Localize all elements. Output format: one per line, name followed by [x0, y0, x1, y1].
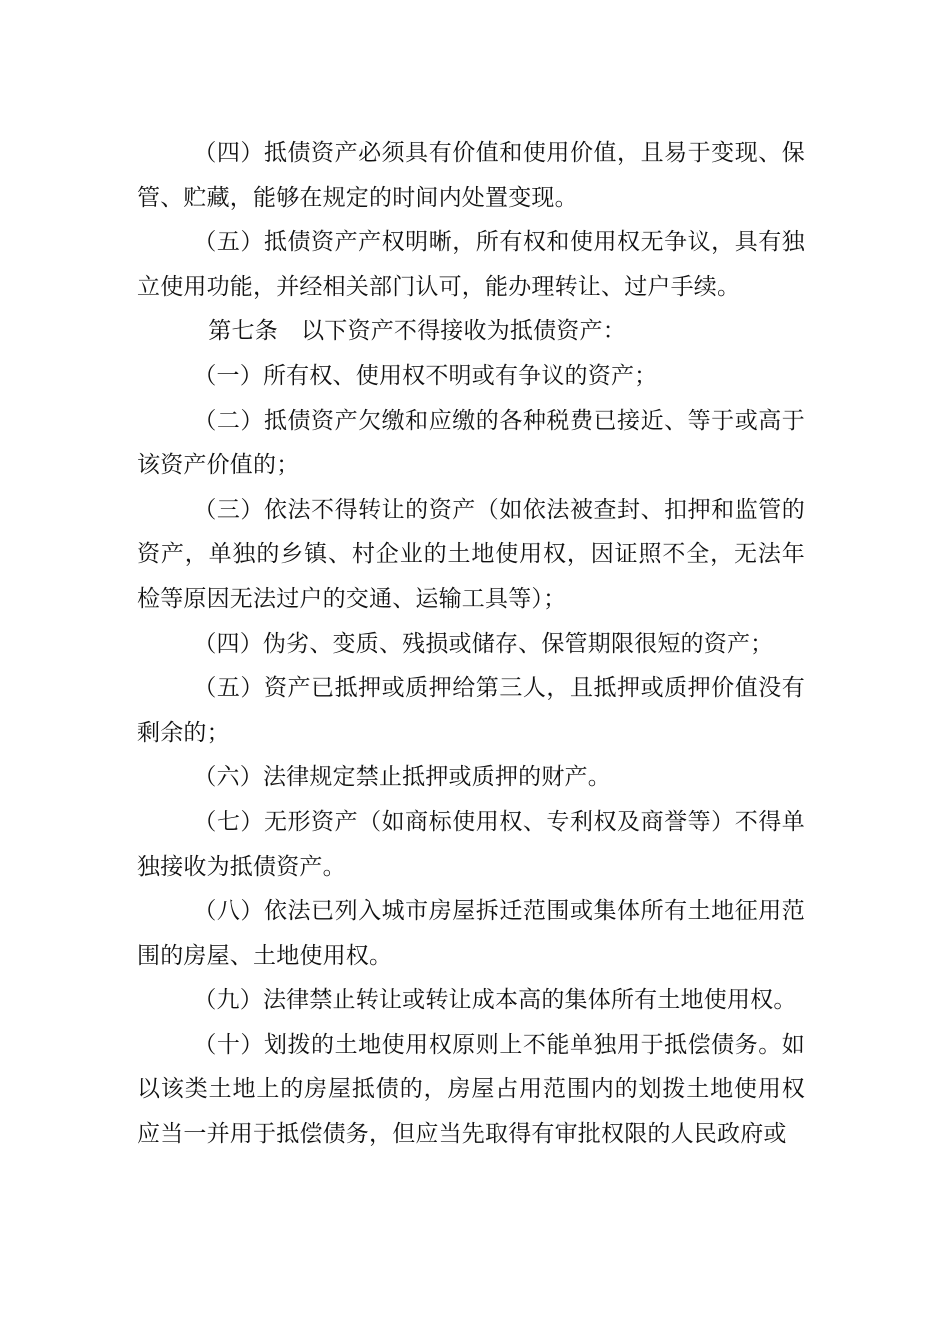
- paragraph-article7-item-8: （八）依法已列入城市房屋拆迁范围或集体所有土地征用范围的房屋、土地使用权。: [137, 898, 805, 969]
- paragraph-article7-item-6: （六）法律规定禁止抵押或质押的财产。: [193, 764, 611, 791]
- paragraph-article7-item-1: （一）所有权、使用权不明或有争议的资产；: [193, 362, 658, 389]
- paragraph-item-4-value-usability: （四）抵债资产必须具有价值和使用价值，且易于变现、保管、贮藏，能够在规定的时间内处置变现。: [137, 140, 805, 211]
- article-7-heading: 第七条 以下资产不得接收为抵债资产：: [208, 318, 626, 345]
- document-body: [137, 131, 805, 1157]
- paragraph-article7-item-4: （四）伪劣、变质、残损或储存、保管期限很短的资产；: [193, 630, 774, 657]
- paragraph-article7-item-3: （三）依法不得转让的资产（如依法被查封、扣押和监管的资产，单独的乡镇、村企业的土地使用权，因证照不全，无法年检等原因无法过户的交通、运输工具等）；: [137, 496, 805, 612]
- paragraph-item-5-clear-title: （五）抵债资产产权明晰，所有权和使用权无争议，具有独立使用功能，并经相关部门认可，能办理转让、过户手续。: [137, 229, 805, 300]
- paragraph-article7-item-2: （二）抵债资产欠缴和应缴的各种税费已接近、等于或高于该资产价值的；: [137, 407, 805, 479]
- paragraph-article7-item-5: （五）资产已抵押或质押给第三人，且抵押或质押价值没有剩余的；: [137, 675, 805, 746]
- paragraph-article7-item-9: （九）法律禁止转让或转让成本高的集体所有土地使用权。: [193, 987, 797, 1014]
- paragraph-article7-item-10: （十）划拨的土地使用权原则上不能单独用于抵偿债务。如以该类土地上的房屋抵债的，房屋占用范围内的划拨土地使用权应当一并用于抵偿债务，但应当先取得有审批权限的人民政府或: [137, 1031, 805, 1148]
- paragraph-article7-item-7: （七）无形资产（如商标使用权、专利权及商誉等）不得单独接收为抵债资产。: [137, 808, 805, 880]
